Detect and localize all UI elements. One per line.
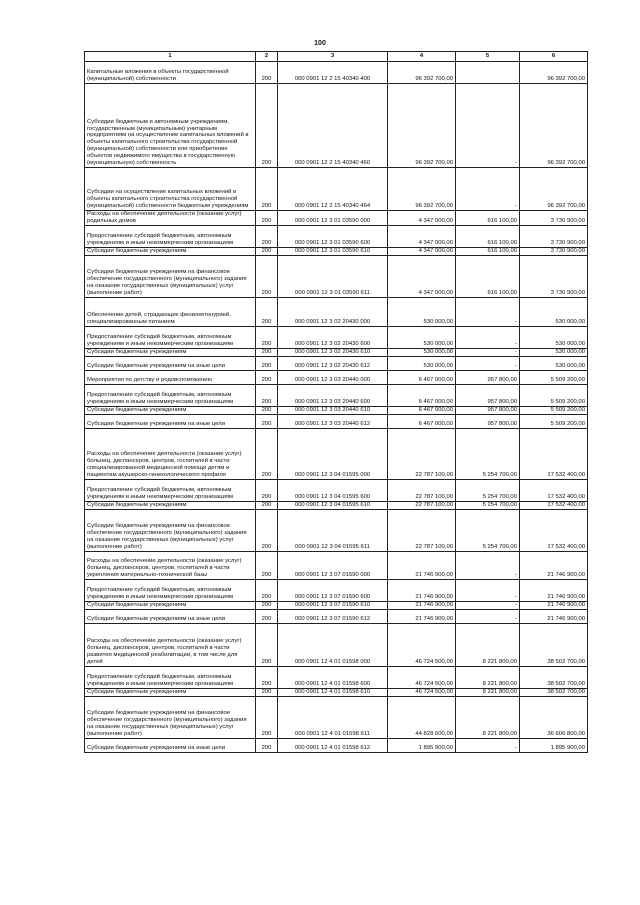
amount-total: 530 000,00 bbox=[388, 356, 456, 370]
table-row bbox=[85, 579, 588, 601]
table-row bbox=[85, 326, 588, 348]
row-code: 200 bbox=[256, 370, 278, 384]
amount-remaining: 36 606 800,00 bbox=[520, 696, 588, 738]
row-code: 200 bbox=[256, 501, 278, 509]
budget-code: 000 0901 12 3 07 01590 610 bbox=[278, 601, 388, 609]
row-label: Субсидии бюджетным учреждениям bbox=[85, 348, 256, 356]
row-label: Предоставление субсидий бюджетным, автономным учреждениям и иным некоммерческим организациям bbox=[85, 479, 256, 501]
table-row bbox=[85, 479, 588, 501]
row-label: Субсидии бюджетным учреждениям на иные цели bbox=[85, 738, 256, 752]
amount-executed: - bbox=[456, 738, 520, 752]
budget-table bbox=[84, 51, 588, 753]
amount-executed: - bbox=[456, 601, 520, 609]
budget-table-body bbox=[85, 52, 588, 753]
row-code: 200 bbox=[256, 406, 278, 414]
table-row bbox=[85, 84, 588, 168]
amount-executed: 616 100,00 bbox=[456, 247, 520, 255]
amount-remaining: 21 746 900,00 bbox=[520, 579, 588, 601]
amount-remaining: 17 532 400,00 bbox=[520, 479, 588, 501]
amount-executed: 957 800,00 bbox=[456, 414, 520, 428]
row-label: Субсидии бюджетным учреждениям bbox=[85, 688, 256, 696]
table-row bbox=[85, 688, 588, 696]
row-code: 200 bbox=[256, 62, 278, 84]
amount-remaining: 5 509 200,00 bbox=[520, 370, 588, 384]
amount-executed: 616 100,00 bbox=[456, 211, 520, 226]
amount-total: 46 724 500,00 bbox=[388, 688, 456, 696]
column-header: 1 bbox=[85, 52, 256, 62]
row-code: 200 bbox=[256, 211, 278, 226]
row-label: Субсидии на осуществление капитальных вложений в объекты капитального строительства государственной (муниципальной) собственности бюджетным учреждениям bbox=[85, 168, 256, 211]
amount-remaining: 17 532 400,00 bbox=[520, 428, 588, 479]
table-row bbox=[85, 406, 588, 414]
table-row bbox=[85, 297, 588, 326]
amount-total: 4 347 000,00 bbox=[388, 211, 456, 226]
row-label: Субсидии бюджетным учреждениям bbox=[85, 247, 256, 255]
row-code: 200 bbox=[256, 168, 278, 211]
row-label: Предоставление субсидий бюджетным, автономным учреждениям и иным некоммерческим организациям bbox=[85, 384, 256, 406]
amount-executed: 5 254 700,00 bbox=[456, 501, 520, 509]
amount-executed: 616 100,00 bbox=[456, 225, 520, 247]
amount-total: 4 347 000,00 bbox=[388, 247, 456, 255]
amount-remaining: 5 509 200,00 bbox=[520, 384, 588, 406]
amount-remaining: 530 000,00 bbox=[520, 348, 588, 356]
row-code: 200 bbox=[256, 738, 278, 752]
budget-code: 000 0901 12 3 02 20430 000 bbox=[278, 297, 388, 326]
amount-remaining: 3 730 900,00 bbox=[520, 225, 588, 247]
amount-remaining: 530 000,00 bbox=[520, 297, 588, 326]
row-code: 200 bbox=[256, 623, 278, 666]
row-code: 200 bbox=[256, 479, 278, 501]
row-label: Мероприятия по детству и родовспоможению bbox=[85, 370, 256, 384]
amount-total: 4 347 000,00 bbox=[388, 225, 456, 247]
amount-total: 96 392 700,00 bbox=[388, 168, 456, 211]
row-label: Субсидии бюджетным учреждениям bbox=[85, 406, 256, 414]
row-label: Субсидии бюджетным учреждениям на финансовое обеспечение государственного (муниципального) задания на оказание государственных (муниципальных) услуг (выполнение работ) bbox=[85, 509, 256, 551]
amount-remaining: 96 392 700,00 bbox=[520, 168, 588, 211]
table-row bbox=[85, 370, 588, 384]
row-code: 200 bbox=[256, 428, 278, 479]
budget-code: 000 0901 12 3 03 20440 600 bbox=[278, 384, 388, 406]
amount-executed: 8 221 800,00 bbox=[456, 696, 520, 738]
amount-remaining: 530 000,00 bbox=[520, 356, 588, 370]
budget-code: 000 0901 12 3 04 01595 600 bbox=[278, 479, 388, 501]
row-code: 200 bbox=[256, 666, 278, 688]
column-header: 4 bbox=[388, 52, 456, 62]
amount-executed bbox=[456, 62, 520, 84]
table-row bbox=[85, 601, 588, 609]
amount-executed: - bbox=[456, 356, 520, 370]
row-code: 200 bbox=[256, 247, 278, 255]
budget-code: 000 0901 12 3 07 01590 600 bbox=[278, 579, 388, 601]
table-row bbox=[85, 225, 588, 247]
amount-total: 6 467 000,00 bbox=[388, 370, 456, 384]
row-code: 200 bbox=[256, 509, 278, 551]
page-number: 100 bbox=[314, 40, 326, 47]
budget-code: 000 0901 12 3 04 01595 000 bbox=[278, 428, 388, 479]
amount-executed: - bbox=[456, 348, 520, 356]
budget-code: 000 0901 12 2 15 40340 400 bbox=[278, 62, 388, 84]
amount-remaining: 38 502 700,00 bbox=[520, 623, 588, 666]
row-code: 200 bbox=[256, 579, 278, 601]
row-label: Расходы на обеспечение деятельности (оказание услуг) больниц, диспансеров, центров, госпиталей в части специализированной медицинской помощи детям и пациентам акушерско-гинекологического профиля bbox=[85, 428, 256, 479]
amount-remaining: 21 746 900,00 bbox=[520, 551, 588, 579]
amount-total: 4 347 000,00 bbox=[388, 255, 456, 297]
row-label: Капитальные вложения в объекты государственной (муниципальной) собственности bbox=[85, 62, 256, 84]
row-code: 200 bbox=[256, 348, 278, 356]
column-header: 6 bbox=[520, 52, 588, 62]
amount-total: 21 746 900,00 bbox=[388, 551, 456, 579]
amount-total: 530 000,00 bbox=[388, 326, 456, 348]
budget-code: 000 0901 12 2 15 40340 460 bbox=[278, 84, 388, 168]
amount-executed: - bbox=[456, 168, 520, 211]
table-row bbox=[85, 509, 588, 551]
row-code: 200 bbox=[256, 696, 278, 738]
amount-executed: - bbox=[456, 84, 520, 168]
amount-remaining: 21 746 900,00 bbox=[520, 609, 588, 623]
table-header-row bbox=[85, 52, 588, 62]
table-row bbox=[85, 168, 588, 211]
row-code: 200 bbox=[256, 601, 278, 609]
row-label: Предоставление субсидий бюджетным, автономным учреждениям и иным некоммерческим организациям bbox=[85, 666, 256, 688]
budget-code: 000 0901 12 3 01 03590 610 bbox=[278, 247, 388, 255]
row-label: Обеспечение детей, страдающих фенилкетонурией, специализированным питанием bbox=[85, 297, 256, 326]
row-code: 200 bbox=[256, 255, 278, 297]
amount-remaining: 96 392 700,00 bbox=[520, 62, 588, 84]
amount-remaining: 3 730 900,00 bbox=[520, 255, 588, 297]
amount-remaining: 5 509 200,00 bbox=[520, 414, 588, 428]
amount-executed: 8 221 800,00 bbox=[456, 666, 520, 688]
row-label: Предоставление субсидий бюджетным, автономным учреждениям и иным некоммерческим организациям bbox=[85, 579, 256, 601]
amount-executed: 5 254 700,00 bbox=[456, 509, 520, 551]
table-row bbox=[85, 666, 588, 688]
amount-remaining: 1 895 900,00 bbox=[520, 738, 588, 752]
table-row bbox=[85, 211, 588, 226]
table-row bbox=[85, 501, 588, 509]
budget-code: 000 0901 12 3 07 01590 000 bbox=[278, 551, 388, 579]
amount-total: 6 467 000,00 bbox=[388, 406, 456, 414]
budget-code: 000 0901 12 4 01 01598 000 bbox=[278, 623, 388, 666]
amount-total: 1 895 900,00 bbox=[388, 738, 456, 752]
amount-total: 6 467 000,00 bbox=[388, 414, 456, 428]
amount-total: 96 392 700,00 bbox=[388, 62, 456, 84]
budget-code: 000 0901 12 3 01 03590 600 bbox=[278, 225, 388, 247]
amount-executed: 957 800,00 bbox=[456, 406, 520, 414]
row-label: Субсидии бюджетным учреждениям на иные цели bbox=[85, 414, 256, 428]
amount-remaining: 530 000,00 bbox=[520, 326, 588, 348]
budget-code: 000 0901 12 4 01 01598 612 bbox=[278, 738, 388, 752]
row-code: 200 bbox=[256, 414, 278, 428]
amount-remaining: 17 532 400,00 bbox=[520, 501, 588, 509]
amount-total: 46 724 500,00 bbox=[388, 666, 456, 688]
row-code: 200 bbox=[256, 84, 278, 168]
budget-code: 000 0901 12 4 01 01598 611 bbox=[278, 696, 388, 738]
row-code: 200 bbox=[256, 384, 278, 406]
amount-remaining: 38 502 700,00 bbox=[520, 688, 588, 696]
row-label: Субсидии бюджетным учреждениям bbox=[85, 501, 256, 509]
amount-total: 22 787 100,00 bbox=[388, 509, 456, 551]
amount-total: 21 746 900,00 bbox=[388, 579, 456, 601]
table-row bbox=[85, 696, 588, 738]
table-row bbox=[85, 62, 588, 84]
table-row bbox=[85, 551, 588, 579]
budget-code: 000 0901 12 3 04 01595 611 bbox=[278, 509, 388, 551]
row-code: 200 bbox=[256, 688, 278, 696]
row-code: 200 bbox=[256, 326, 278, 348]
budget-code: 000 0901 12 3 04 01595 610 bbox=[278, 501, 388, 509]
table-row bbox=[85, 247, 588, 255]
amount-remaining: 21 746 900,00 bbox=[520, 601, 588, 609]
row-label: Предоставление субсидий бюджетным, автономным учреждениям и иным некоммерческим организациям bbox=[85, 326, 256, 348]
budget-code: 000 0901 12 3 07 01590 612 bbox=[278, 609, 388, 623]
amount-total: 96 392 700,00 bbox=[388, 84, 456, 168]
amount-remaining: 96 392 700,00 bbox=[520, 84, 588, 168]
budget-code: 000 0901 12 3 03 20440 000 bbox=[278, 370, 388, 384]
budget-code: 000 0901 12 3 02 20430 600 bbox=[278, 326, 388, 348]
budget-code: 000 0901 12 3 03 20440 612 bbox=[278, 414, 388, 428]
amount-executed: 8 221 800,00 bbox=[456, 623, 520, 666]
amount-executed: 5 254 700,00 bbox=[456, 479, 520, 501]
amount-executed: 5 254 700,00 bbox=[456, 428, 520, 479]
amount-total: 22 787 100,00 bbox=[388, 501, 456, 509]
amount-remaining: 17 532 400,00 bbox=[520, 509, 588, 551]
column-header: 5 bbox=[456, 52, 520, 62]
amount-total: 21 746 900,00 bbox=[388, 609, 456, 623]
table-row bbox=[85, 738, 588, 752]
amount-remaining: 3 730 900,00 bbox=[520, 211, 588, 226]
amount-total: 530 000,00 bbox=[388, 348, 456, 356]
row-label: Субсидии бюджетным и автономным учреждениям, государственным (муниципальным) унитарным предприятиям на осуществление капитальных вложений в объекты капитального строительства государственной (муниципальной) собственности или приобретение объектов недвижимого имущества в государственную (муниципальную) собственность bbox=[85, 84, 256, 168]
amount-remaining: 5 509 200,00 bbox=[520, 406, 588, 414]
table-row bbox=[85, 428, 588, 479]
budget-code: 000 0901 12 4 01 01598 600 bbox=[278, 666, 388, 688]
row-label: Расходы на обеспечение деятельности (оказание услуг) родильных домов bbox=[85, 211, 256, 226]
amount-total: 44 828 600,00 bbox=[388, 696, 456, 738]
row-label: Субсидии бюджетным учреждениям на иные цели bbox=[85, 356, 256, 370]
budget-code: 000 0901 12 2 15 40340 464 bbox=[278, 168, 388, 211]
table-row bbox=[85, 609, 588, 623]
row-label: Субсидии бюджетным учреждениям на финансовое обеспечение государственного (муниципального) задания на оказание государственных (муниципальных) услуг (выполнение работ) bbox=[85, 696, 256, 738]
table-row bbox=[85, 348, 588, 356]
amount-remaining: 3 730 900,00 bbox=[520, 247, 588, 255]
row-label: Расходы на обеспечение деятельности (оказание услуг) больниц, диспансеров, центров, госпиталей в части развития медицинской реабилитации, в том числе для детей bbox=[85, 623, 256, 666]
row-code: 200 bbox=[256, 356, 278, 370]
amount-total: 6 467 000,00 bbox=[388, 384, 456, 406]
budget-code: 000 0901 12 3 02 20430 612 bbox=[278, 356, 388, 370]
row-code: 200 bbox=[256, 297, 278, 326]
row-label: Расходы на обеспечение деятельности (оказание услуг) больниц, диспансеров, центров, госпиталей в части укрепления материально-технической базы bbox=[85, 551, 256, 579]
table-row bbox=[85, 255, 588, 297]
table-row bbox=[85, 414, 588, 428]
amount-remaining: 38 502 700,00 bbox=[520, 666, 588, 688]
amount-executed: - bbox=[456, 297, 520, 326]
table-row bbox=[85, 623, 588, 666]
row-label: Субсидии бюджетным учреждениям bbox=[85, 601, 256, 609]
amount-total: 21 746 900,00 bbox=[388, 601, 456, 609]
row-label: Субсидии бюджетным учреждениям на финансовое обеспечение государственного (муниципального) задания на оказание государственных (муниципальных) услуг (выполнение работ) bbox=[85, 255, 256, 297]
amount-executed: - bbox=[456, 551, 520, 579]
amount-total: 22 787 100,00 bbox=[388, 479, 456, 501]
amount-executed: - bbox=[456, 326, 520, 348]
amount-total: 46 724 500,00 bbox=[388, 623, 456, 666]
amount-executed: 957 800,00 bbox=[456, 370, 520, 384]
budget-code: 000 0901 12 4 01 01598 610 bbox=[278, 688, 388, 696]
amount-executed: 8 221 800,00 bbox=[456, 688, 520, 696]
budget-code: 000 0901 12 3 02 20430 610 bbox=[278, 348, 388, 356]
column-header: 2 bbox=[256, 52, 278, 62]
table-row bbox=[85, 356, 588, 370]
column-header: 3 bbox=[278, 52, 388, 62]
table-row bbox=[85, 384, 588, 406]
budget-code: 000 0901 12 3 01 03590 000 bbox=[278, 211, 388, 226]
row-label: Субсидии бюджетным учреждениям на иные цели bbox=[85, 609, 256, 623]
budget-code: 000 0901 12 3 03 20440 610 bbox=[278, 406, 388, 414]
amount-executed: 957 800,00 bbox=[456, 384, 520, 406]
amount-executed: 616 100,00 bbox=[456, 255, 520, 297]
row-code: 200 bbox=[256, 551, 278, 579]
amount-executed: - bbox=[456, 579, 520, 601]
amount-total: 530 000,00 bbox=[388, 297, 456, 326]
budget-code: 000 0901 12 3 01 03590 611 bbox=[278, 255, 388, 297]
row-code: 200 bbox=[256, 609, 278, 623]
row-code: 200 bbox=[256, 225, 278, 247]
row-label: Предоставление субсидий бюджетным, автономным учреждениям и иным некоммерческим организациям bbox=[85, 225, 256, 247]
amount-total: 22 787 100,00 bbox=[388, 428, 456, 479]
amount-executed: - bbox=[456, 609, 520, 623]
